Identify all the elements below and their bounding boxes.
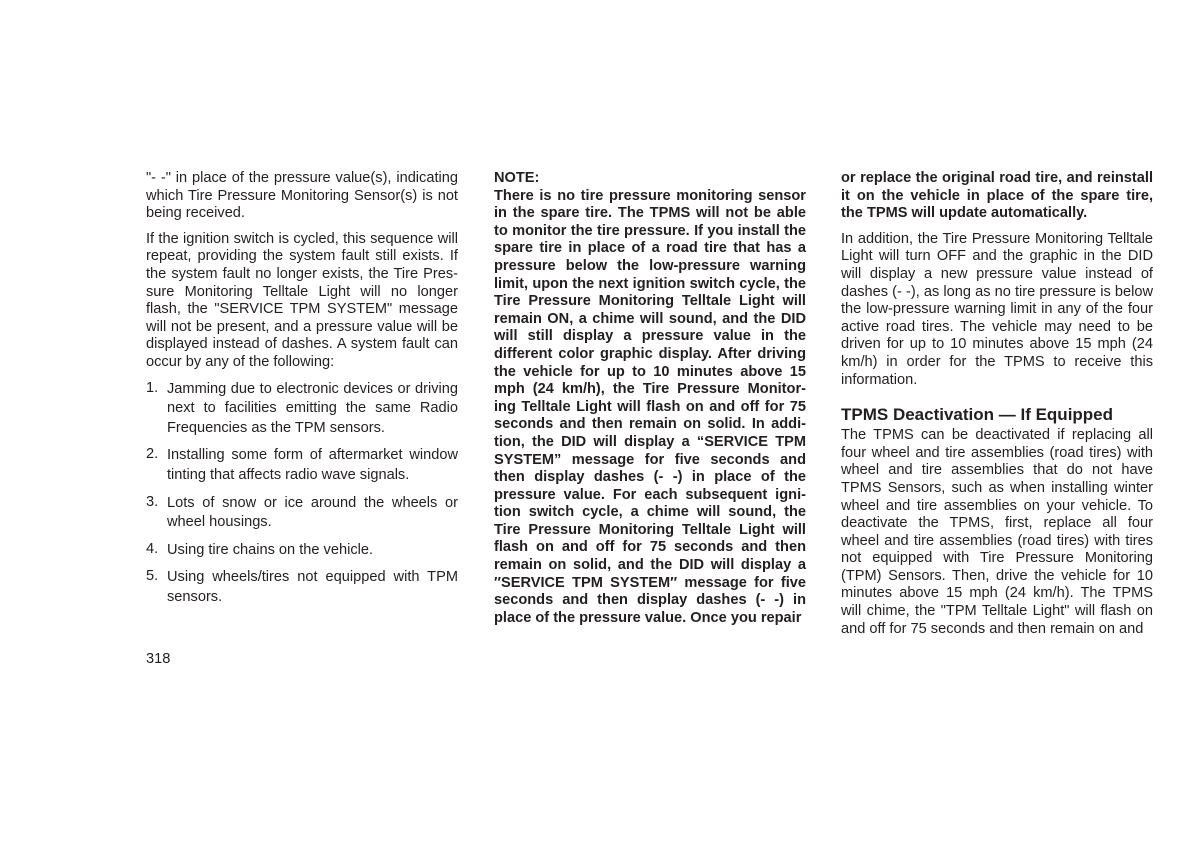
section-heading: TPMS Deactivation — If Equipped bbox=[841, 405, 1114, 425]
note-continuation: or replace the original road tire, and reinstall it on the vehicle in place of the spare tire, the TPMS will update automatically. bbox=[841, 170, 1153, 222]
fault-causes-list bbox=[146, 380, 458, 608]
ignition-cycle-paragraph: If the ignition switch is cycled, this sequence will repeat, providing the system fault still exists. If the system fault no longer exists, the Tire Pres- sure Monitoring Telltale Light will no longer flash, the "SERVICE TPM SYSTEM" message will not be present, and a pressure value will be displayed instead of dashes. A system fault can occur by any of the following: bbox=[146, 230, 458, 370]
middle-column bbox=[494, 170, 806, 635]
list-item bbox=[146, 380, 458, 439]
list-item-number: 5. bbox=[146, 568, 159, 585]
deactivation-paragraph: The TPMS can be deactivated if replacing all four wheel and tire assemblies (road tires) with wheel and tire assemblies that do not have TPMS Sensors, such as when installing winter wheel and tire assemblies on your vehicle. To deactivate the TPMS, first, replace all four wheel and tire assemblies (road tires) with tires not equipped with Tire Pressure Monitoring (TPM) Sensors. Then, drive the vehicle for 10 minutes above 15 mph (24 km/h). The TPMS will chime, the "TPM Telltale Light" will flash on and off for 75 seconds and then remain on and bbox=[841, 427, 1153, 637]
list-item-text: Lots of snow or ice around the wheels or wheel housings. bbox=[167, 494, 458, 531]
list-item-number: 4. bbox=[146, 540, 159, 557]
list-item-number: 2. bbox=[146, 446, 159, 463]
list-item-number: 1. bbox=[146, 379, 159, 396]
note-text: There is no tire pressure monitoring sensor in the spare tire. The TPMS will not be able to monitor the tire pressure. If you install the spare tire in place of a road tire that has a pressure below the low-pressure warning limit, upon the next ignition switch cycle, the Tire Pressure Monitoring Telltale Light will remain ON, a chime will sound, and the DID will still display a pressure value in the different color graphic display. After driving the vehicle for up to 10 minutes above 15 mph (24 km/h), the Tire Pressure Monitor- ing Telltale Light will flash on and off for 75 seconds and then remain on solid. In addi- tion, the DID will display a “SERVICE TPM SYSTEM” message for five seconds and then display dashes (- -) in place of the pressure value. For each subsequent igni- tion switch cycle, a chime will sound, the Tire Pressure Monitoring Telltale Light will flash on and off for 75 seconds and then remain on solid, and the DID will display a ″SERVICE TPM SYSTEM″ message for five seconds and then display dashes (- -) in place of the pressure value. Once you repair bbox=[494, 187, 806, 626]
list-item bbox=[146, 568, 458, 607]
page-number: 318 bbox=[146, 651, 171, 667]
list-item-text: Jamming due to electronic devices or driving next to facilities emitting the same Radio Frequencies as the TPM sensors. bbox=[167, 380, 458, 436]
right-column bbox=[841, 170, 1153, 646]
list-item-text: Installing some form of aftermarket window tinting that affects radio wave signals. bbox=[167, 447, 458, 483]
list-item bbox=[146, 446, 458, 485]
left-column bbox=[146, 170, 458, 615]
list-item bbox=[146, 541, 458, 561]
list-item-text: Using wheels/tires not equipped with TPM sensors. bbox=[167, 569, 458, 605]
list-item bbox=[146, 494, 458, 533]
intro-paragraph: "- -" in place of the pressure value(s), indicating which Tire Pressure Monitoring Sensor(s) is not being received. bbox=[146, 170, 458, 222]
list-item-text: Using tire chains on the vehicle. bbox=[167, 541, 374, 558]
note-label: NOTE: bbox=[494, 170, 540, 186]
telltale-off-paragraph: In addition, the Tire Pressure Monitoring Telltale Light will turn OFF and the graphic in the DID will display a new pressure value instead of dashes (- -), as long as no tire pressure is below the low-pressure warning limit in any of the four active road tires. The vehicle may need to be driven for up to 10 minutes above 15 mph (24 km/h) in order for the TPMS to receive this information. bbox=[841, 230, 1153, 388]
list-item-number: 3. bbox=[146, 493, 159, 510]
